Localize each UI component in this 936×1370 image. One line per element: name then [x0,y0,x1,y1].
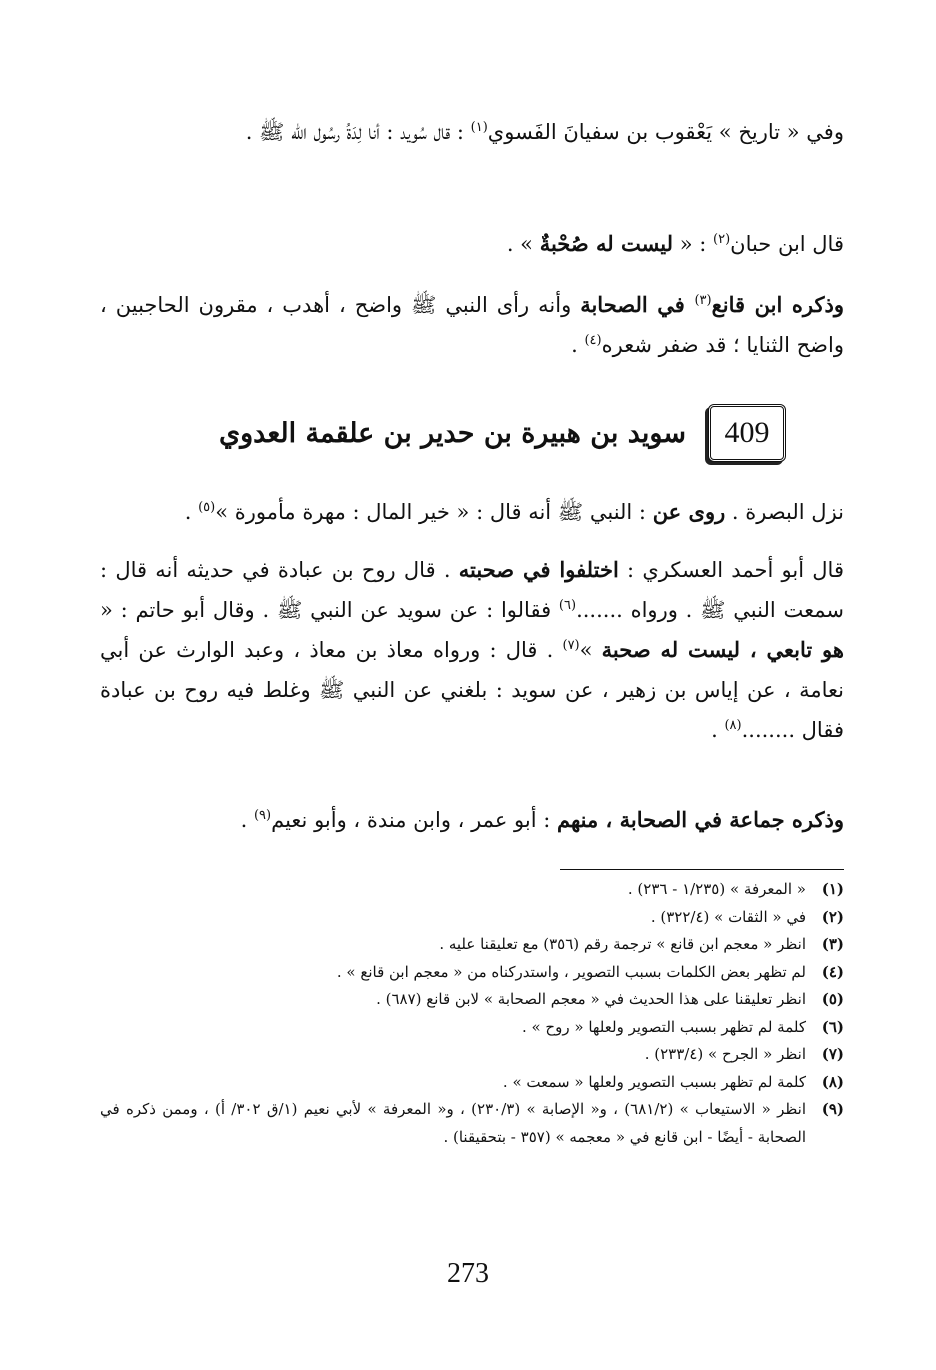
footnote-text: انظر « الجرح » (٢٣٣/٤) . [644,1045,806,1063]
footnote-number: (٤) [821,962,844,981]
footnote-ref[interactable]: (٩) [253,808,272,823]
paragraph-basra [100,492,844,532]
text-run: وفي « تاريخ » يَعْقوب بن سفيانَ الفَسوي [487,120,844,144]
footnote-item [100,876,844,904]
footnote-item [100,1069,844,1097]
footnote-text: انظر تعليقنا على هذا الحديث في « معجم الصحابة » لابن قانع (٦٨٧) . [376,990,806,1008]
bold-text: ليست له صُحْبةٌ [539,231,674,256]
text-run: قال ابن حبان [730,232,844,256]
paragraph-jamaa [100,800,844,840]
footnote-item [100,959,844,987]
text-run: : « [673,232,713,256]
text-run: » [579,638,602,662]
paragraph-ibn-qani [100,285,844,365]
text-run: وأنه رأى النبي ﷺ واضح ، أهدب ، مقرون الحاجبين ، واضح الثنايا ؛ قد ضفر شعره [100,293,844,357]
text-run: . قال روح بن عبادة في حديثه أنه قال : سمعت النبي ﷺ . ورواه ....... [100,558,844,622]
text-run: . [184,500,199,524]
text-run: . [571,333,585,357]
footnote-number: (٦) [821,1017,844,1036]
text-run: نزل البصرة . [725,500,844,524]
footnote-item [100,1096,844,1151]
footnote-ref[interactable]: (١) [470,120,488,135]
footnote-text: كلمة لم تظهر بسبب التصوير ولعلها « روح » . [521,1017,806,1036]
footnote-number: (١) [821,880,844,898]
text-run: : قال سُويد : أنا لِدَةُ رسُول اللّه ﷺ . [245,120,471,144]
footnote-text: انظر « معجم ابن قانع » ترجمة رقم (٣٥٦) مع تعليقنا عليه . [439,935,806,953]
footnote-text: انظر « الاستيعاب » (٦٨١/٢) ، و« الإصابة » (٢٣٠/٣) ، و« المعرفة » لأبي نعيم (١/ق ٣٠٢/ أ) ، وممن ذكره في الصحابة - أيضًا - ابن قانع في « معجمه » (٣٥٧ - بتحقيقنا) . [100,1100,806,1146]
entry-heading [190,398,786,468]
text-run: قال أبو أحمد العسكري : [618,558,844,582]
footnote-ref[interactable]: (٧) [562,638,580,653]
footnote-text: كلمة لم تظهر بسبب التصوير ولعلها « سمعت » . [502,1072,806,1091]
text-run: . [240,808,254,832]
footnotes [100,876,844,1151]
footnote-item [100,904,844,932]
bold-text: هو تابعي ، ليست له صحبة [601,637,844,662]
footnote-ref[interactable]: (٣) [694,293,712,308]
bold-text: في الصحابة [580,292,695,317]
bold-text: وذكره ابن قانع [711,292,845,317]
text-run: فقالوا : عن سويد عن النبي ﷺ . وقال أبو حاتم : « [100,598,559,622]
text-run: : النبي ﷺ أنه قال : « خير المال : مهرة مأمورة » [215,500,653,524]
text-run: : أبو عمر ، وابن مندة ، وأبو نعيم [271,808,557,832]
footnote-ref[interactable]: (٦) [558,598,577,613]
entry-title: سويد بن هبيرة بن حدير بن علقمة العدوي [218,417,686,449]
footnote-number: (٣) [821,935,844,953]
bold-text: اختلفوا في صحبته [458,557,619,582]
text-run: » . [506,232,540,256]
footnote-number: (٥) [821,990,844,1008]
footnote-ref[interactable]: (٨) [724,718,742,733]
footnote-ref[interactable]: (٢) [713,232,731,247]
entry-number-box [708,404,786,462]
paragraph-ibn-hibban [100,224,844,264]
footnote-item [100,1014,844,1042]
footnote-text: في « الثقات » (٣٢٢/٤) . [650,907,806,926]
footnote-ref[interactable]: (٤) [584,333,602,348]
text-run: . [711,718,725,742]
footnote-text: « المعرفة » (١/٢٣٥ - ٢٣٦) . [627,880,806,898]
footnote-text: لم تظهر بعض الكلمات بسبب التصوير ، واستدركناه من « معجم ابن قانع » . [336,962,806,981]
footnote-number: (٢) [821,907,844,926]
footnote-number: (٧) [821,1045,844,1063]
footnote-ref[interactable]: (٥) [198,500,216,515]
footnote-item [100,931,844,959]
footnote-item [100,986,844,1014]
entry-number: 409 [724,416,770,449]
bold-text: روى عن [652,499,726,524]
paragraph-tarikh [100,112,844,152]
footnote-number: (٨) [821,1072,844,1091]
bold-text: وذكره جماعة في الصحابة ، منهم [556,807,844,832]
footnote-divider [560,869,844,870]
footnote-item [100,1041,844,1069]
page-number: 273 [447,1258,489,1289]
footnote-number: (٩) [821,1100,844,1118]
text-run: . قال : ورواه معاذ بن معاذ ، وعبد الوارث عن أبي نعامة ، عن إياس بن زهير ، عن سويد : بلغني عن النبي ﷺ وغلط فيه روح بن عبادة فقال ........ [100,638,844,742]
paragraph-askari [100,550,844,750]
